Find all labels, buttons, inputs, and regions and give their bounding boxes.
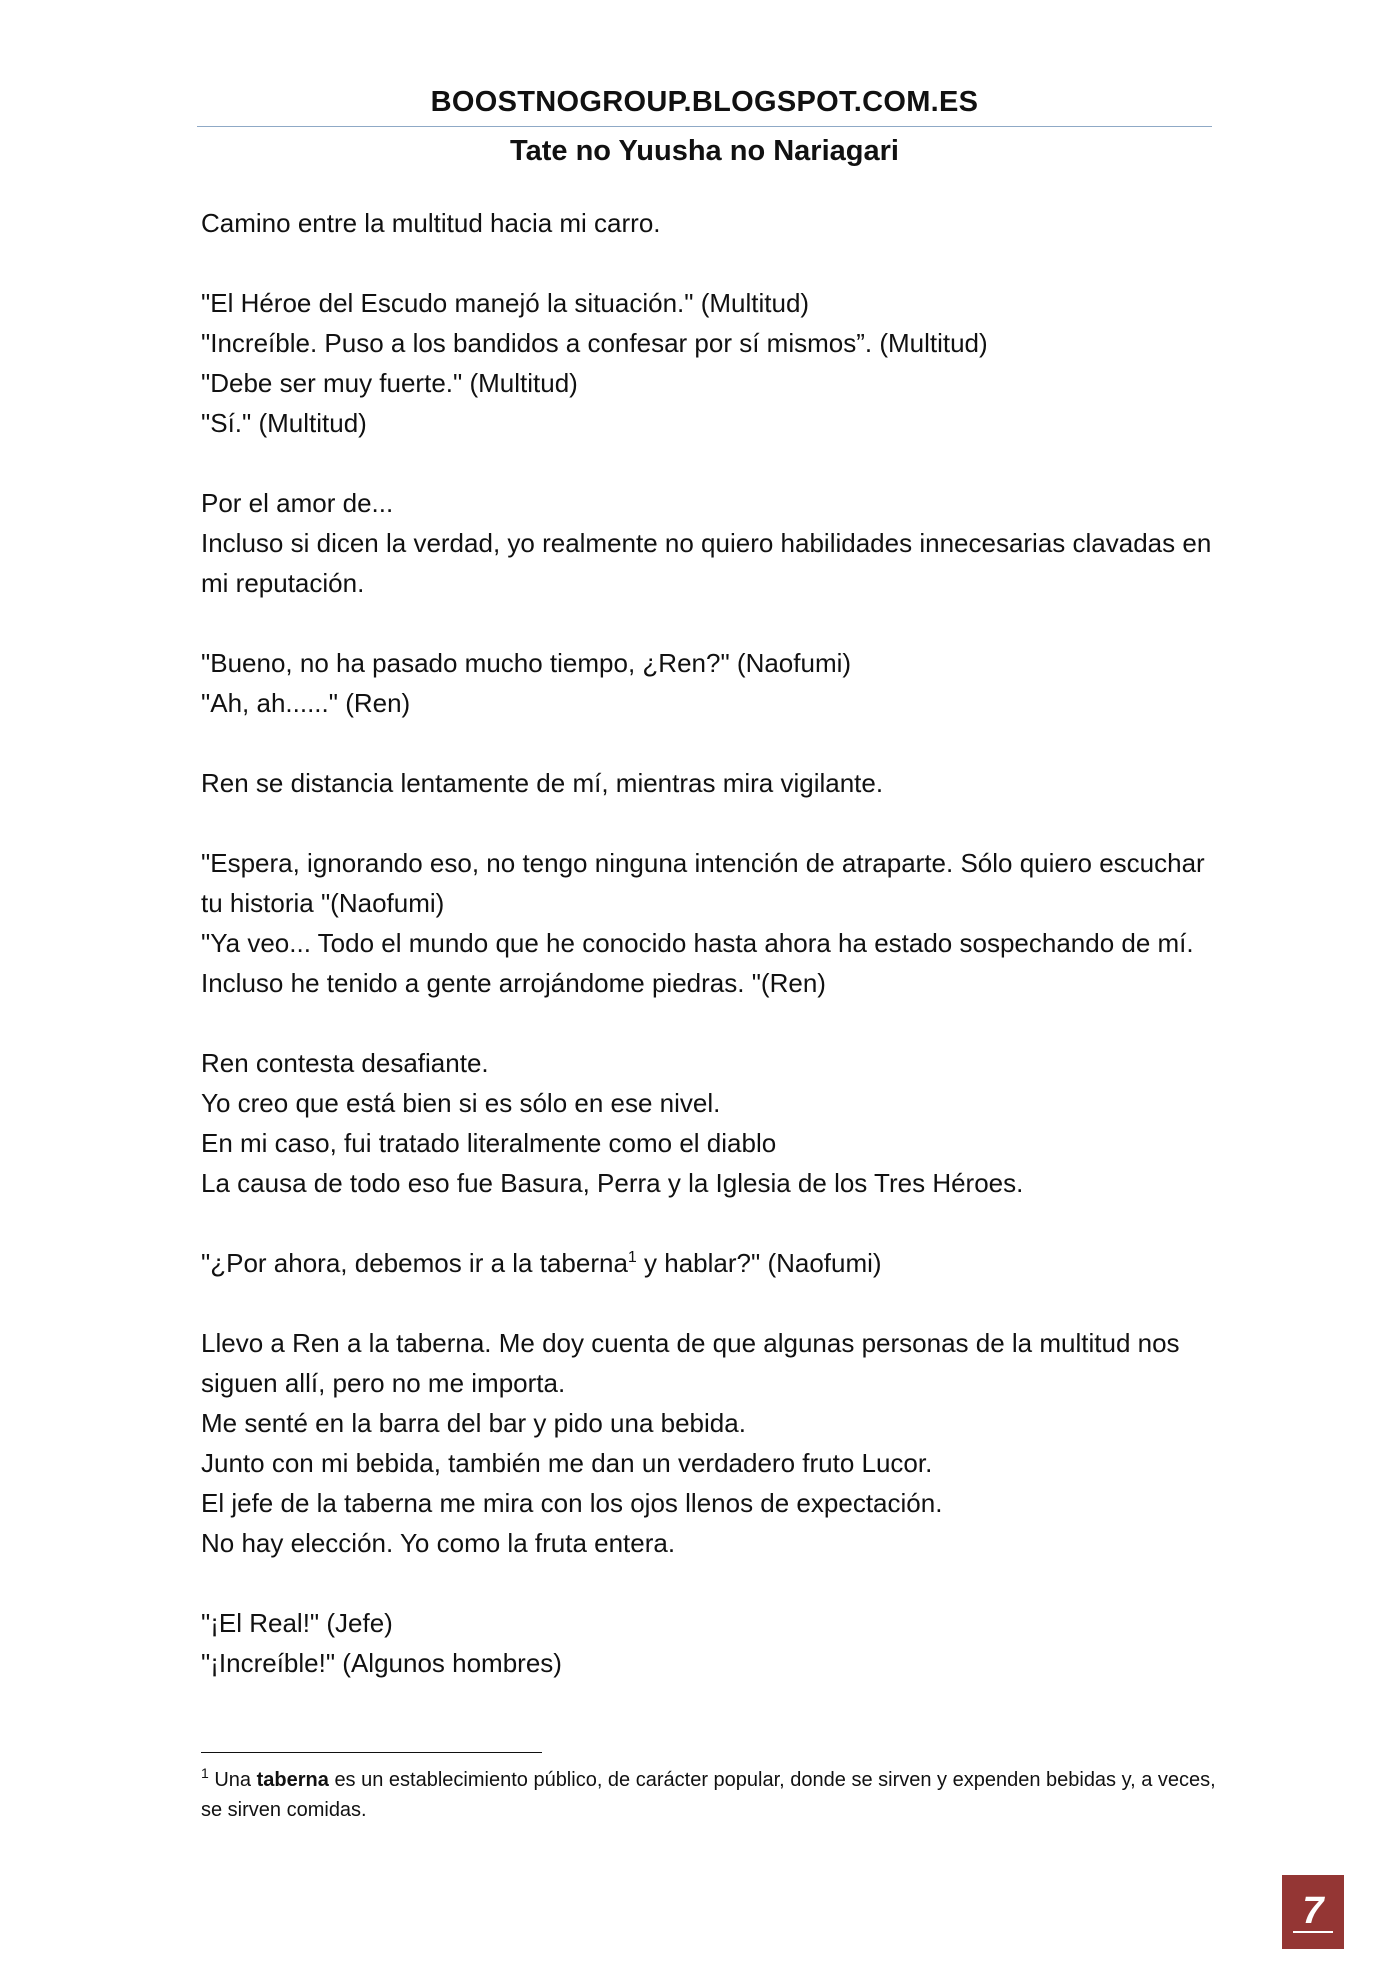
footnote-term: taberna bbox=[256, 1769, 329, 1791]
dialogue-line: "El Héroe del Escudo manejó la situación." (Multitud) bbox=[201, 288, 810, 318]
text-line: Ren se distancia lentamente de mí, mientras mira vigilante. bbox=[201, 768, 884, 798]
paragraph-6 bbox=[201, 843, 1216, 1003]
text-line: Incluso si dicen la verdad, yo realmente no quiero habilidades innecesarias clavadas en mi reputación. bbox=[201, 528, 1212, 598]
page-number: 7 bbox=[1293, 1891, 1333, 1933]
dialogue-line: "¡El Real!" (Jefe) bbox=[201, 1608, 393, 1638]
paragraph-9 bbox=[201, 1323, 1216, 1563]
footnote bbox=[201, 1765, 1216, 1825]
dialogue-text: y hablar?" (Naofumi) bbox=[636, 1248, 882, 1278]
dialogue-line: "Debe ser muy fuerte." (Multitud) bbox=[201, 368, 578, 398]
footnote-lead-word: Una bbox=[214, 1769, 252, 1791]
paragraph-8 bbox=[201, 1243, 1216, 1283]
page-number-badge bbox=[1282, 1875, 1344, 1949]
document-body bbox=[201, 203, 1216, 1723]
dialogue-line bbox=[201, 1243, 1216, 1283]
paragraph-3 bbox=[201, 483, 1216, 603]
text-line: En mi caso, fui tratado literalmente como el diablo bbox=[201, 1128, 777, 1158]
dialogue-line: "Sí." (Multitud) bbox=[201, 408, 367, 438]
paragraph-1 bbox=[201, 203, 1216, 243]
footnote-reference[interactable]: 1 bbox=[627, 1249, 637, 1266]
paragraph-7 bbox=[201, 1043, 1216, 1203]
dialogue-line: "¡Increíble!" (Algunos hombres) bbox=[201, 1648, 562, 1678]
text-line: Junto con mi bebida, también me dan un verdadero fruto Lucor. bbox=[201, 1448, 933, 1478]
text-line: Yo creo que está bien si es sólo en ese nivel. bbox=[201, 1088, 721, 1118]
text-line: Llevo a Ren a la taberna. Me doy cuenta de que algunas personas de la multitud nos siguen allí, pero no me importa. bbox=[201, 1328, 1180, 1398]
dialogue-line: "Bueno, no ha pasado mucho tiempo, ¿Ren?" (Naofumi) bbox=[201, 648, 852, 678]
dialogue-text: "¿Por ahora, debemos ir a la taberna bbox=[201, 1248, 628, 1278]
text-line: Me senté en la barra del bar y pido una bebida. bbox=[201, 1408, 746, 1438]
dialogue-line: "Espera, ignorando eso, no tengo ninguna intención de atraparte. Sólo quiero escuchar tu historia "(Naofumi) bbox=[201, 848, 1205, 918]
text-line: Ren contesta desafiante. bbox=[201, 1048, 489, 1078]
footnote-divider bbox=[201, 1752, 542, 1753]
dialogue-line: "Ya veo... Todo el mundo que he conocido hasta ahora ha estado sospechando de mí. Incluso he tenido a gente arrojándome piedras. "(Ren) bbox=[201, 928, 1194, 998]
footnote-marker: 1 bbox=[201, 1765, 209, 1781]
text-line: La causa de todo eso fue Basura, Perra y la Iglesia de los Tres Héroes. bbox=[201, 1168, 1024, 1198]
text-line: Camino entre la multitud hacia mi carro. bbox=[201, 208, 661, 238]
site-title: BOOSTNOGROUP.BLOGSPOT.COM.ES bbox=[430, 86, 979, 118]
paragraph-4 bbox=[201, 643, 1216, 723]
dialogue-line: "Increíble. Puso a los bandidos a confesar por sí mismos”. (Multitud) bbox=[201, 328, 988, 358]
dialogue-line: "Ah, ah......" (Ren) bbox=[201, 688, 411, 718]
footnote-text: es un establecimiento público, de carácter popular, donde se sirven y expenden bebidas y, a veces, se sirven comidas. bbox=[201, 1769, 1216, 1821]
text-line: Por el amor de... bbox=[201, 488, 394, 518]
paragraph-5 bbox=[201, 763, 1216, 803]
paragraph-2 bbox=[201, 283, 1216, 443]
text-line: No hay elección. Yo como la fruta entera. bbox=[201, 1528, 676, 1558]
paragraph-10 bbox=[201, 1603, 1216, 1683]
text-line: El jefe de la taberna me mira con los ojos llenos de expectación. bbox=[201, 1488, 943, 1518]
header-divider bbox=[197, 126, 1212, 127]
page-header bbox=[197, 82, 1212, 171]
book-title: Tate no Yuusha no Nariagari bbox=[510, 135, 899, 167]
